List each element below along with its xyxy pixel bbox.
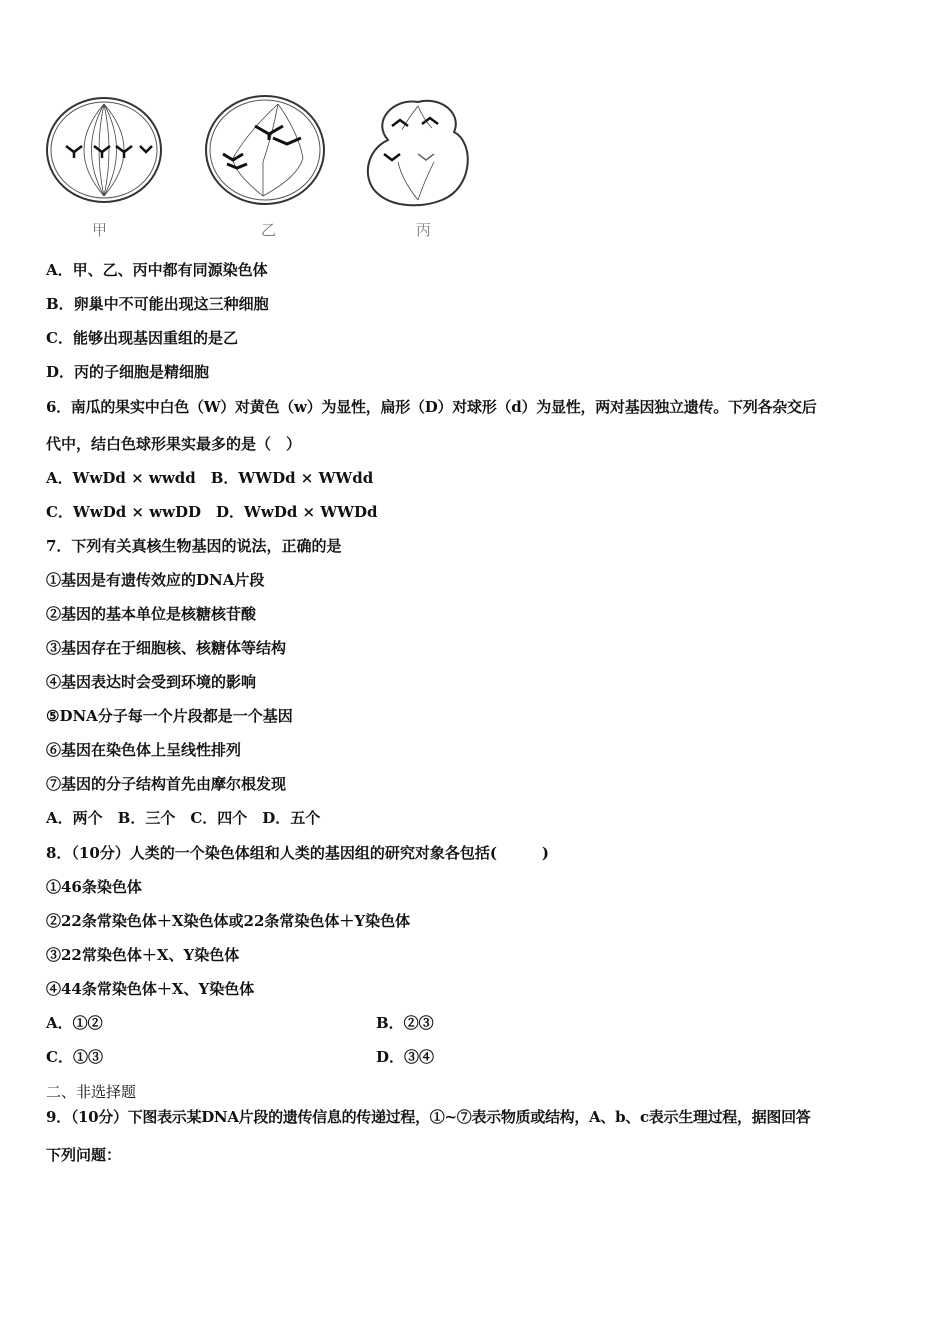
q8-item-1: ①46条染色体 (46, 878, 142, 896)
cell-diagram-yi (203, 92, 327, 212)
q7-item-6: ⑥基因在染色体上呈线性排列 (46, 741, 242, 759)
q6-stem-line2: 代中，结白色球形果实最多的是（ ） (46, 435, 302, 453)
q7-item-7: ⑦基因的分子结构首先由摩尔根发现 (46, 775, 287, 793)
q7-stem: 7．下列有关真核生物基因的说法，正确的是 (46, 537, 342, 555)
q6-options-line2: C．WwDd × wwDD D．WwDd × WWDd (46, 503, 378, 521)
section2-title: 二、非选择题 (46, 1083, 137, 1101)
q9-stem-line1: 9．（10分）下图表示某DNA片段的遗传信息的传递过程，①~⑦表示物质或结构，A、b、c表示生理过程，据图回答 (46, 1108, 811, 1126)
figure-label-yi: 乙 (261, 221, 277, 239)
q7-item-1: ①基因是有遗传效应的DNA片段 (46, 571, 265, 589)
q8-stem: 8．（10分）人类的一个染色体组和人类的基因组的研究对象各包括( ) (46, 844, 550, 862)
cell-diagram-jia (44, 92, 164, 212)
figure-label-bing: 丙 (416, 221, 432, 239)
q7-item-3: ③基因存在于细胞核、核糖体等结构 (46, 639, 287, 657)
q7-item-4: ④基因表达时会受到环境的影响 (46, 673, 257, 691)
q5-option-c: C．能够出现基因重组的是乙 (46, 329, 238, 347)
q6-options-line1: A．WwDd × wwdd B．WWDd × WWdd (46, 469, 374, 487)
q5-option-a: A．甲、乙、丙中都有同源染色体 (46, 261, 268, 279)
q6-stem-line1: 6．南瓜的果实中白色（W）对黄色（w）为显性，扁形（D）对球形（d）为显性，两对基因独立遗传。下列各杂交后 (46, 398, 817, 416)
q7-item-5: ⑤DNA分子每一个片段都是一个基因 (46, 707, 293, 725)
q8-option-a: A．①② (46, 1014, 103, 1032)
figure-label-jia: 甲 (92, 221, 108, 239)
q8-option-d: D．③④ (376, 1048, 435, 1066)
q5-option-d: D．丙的子细胞是精细胞 (46, 363, 210, 381)
cell-diagram-bing (362, 92, 474, 212)
q8-item-4: ④44条常染色体＋X、Y染色体 (46, 980, 255, 998)
q7-options: A．两个 B．三个 C．四个 D．五个 (46, 809, 321, 827)
q8-item-3: ③22常染色体＋X、Y染色体 (46, 946, 240, 964)
q8-option-b: B．②③ (376, 1014, 434, 1032)
q7-item-2: ②基因的基本单位是核糖核苷酸 (46, 605, 257, 623)
q9-stem-line2: 下列问题： (46, 1146, 122, 1164)
q5-option-b: B．卵巢中不可能出现这三种细胞 (46, 295, 269, 313)
q8-option-c: C．①③ (46, 1048, 103, 1066)
cell-division-figure (40, 92, 490, 242)
q8-item-2: ②22条常染色体＋X染色体或22条常染色体＋Y染色体 (46, 912, 411, 930)
